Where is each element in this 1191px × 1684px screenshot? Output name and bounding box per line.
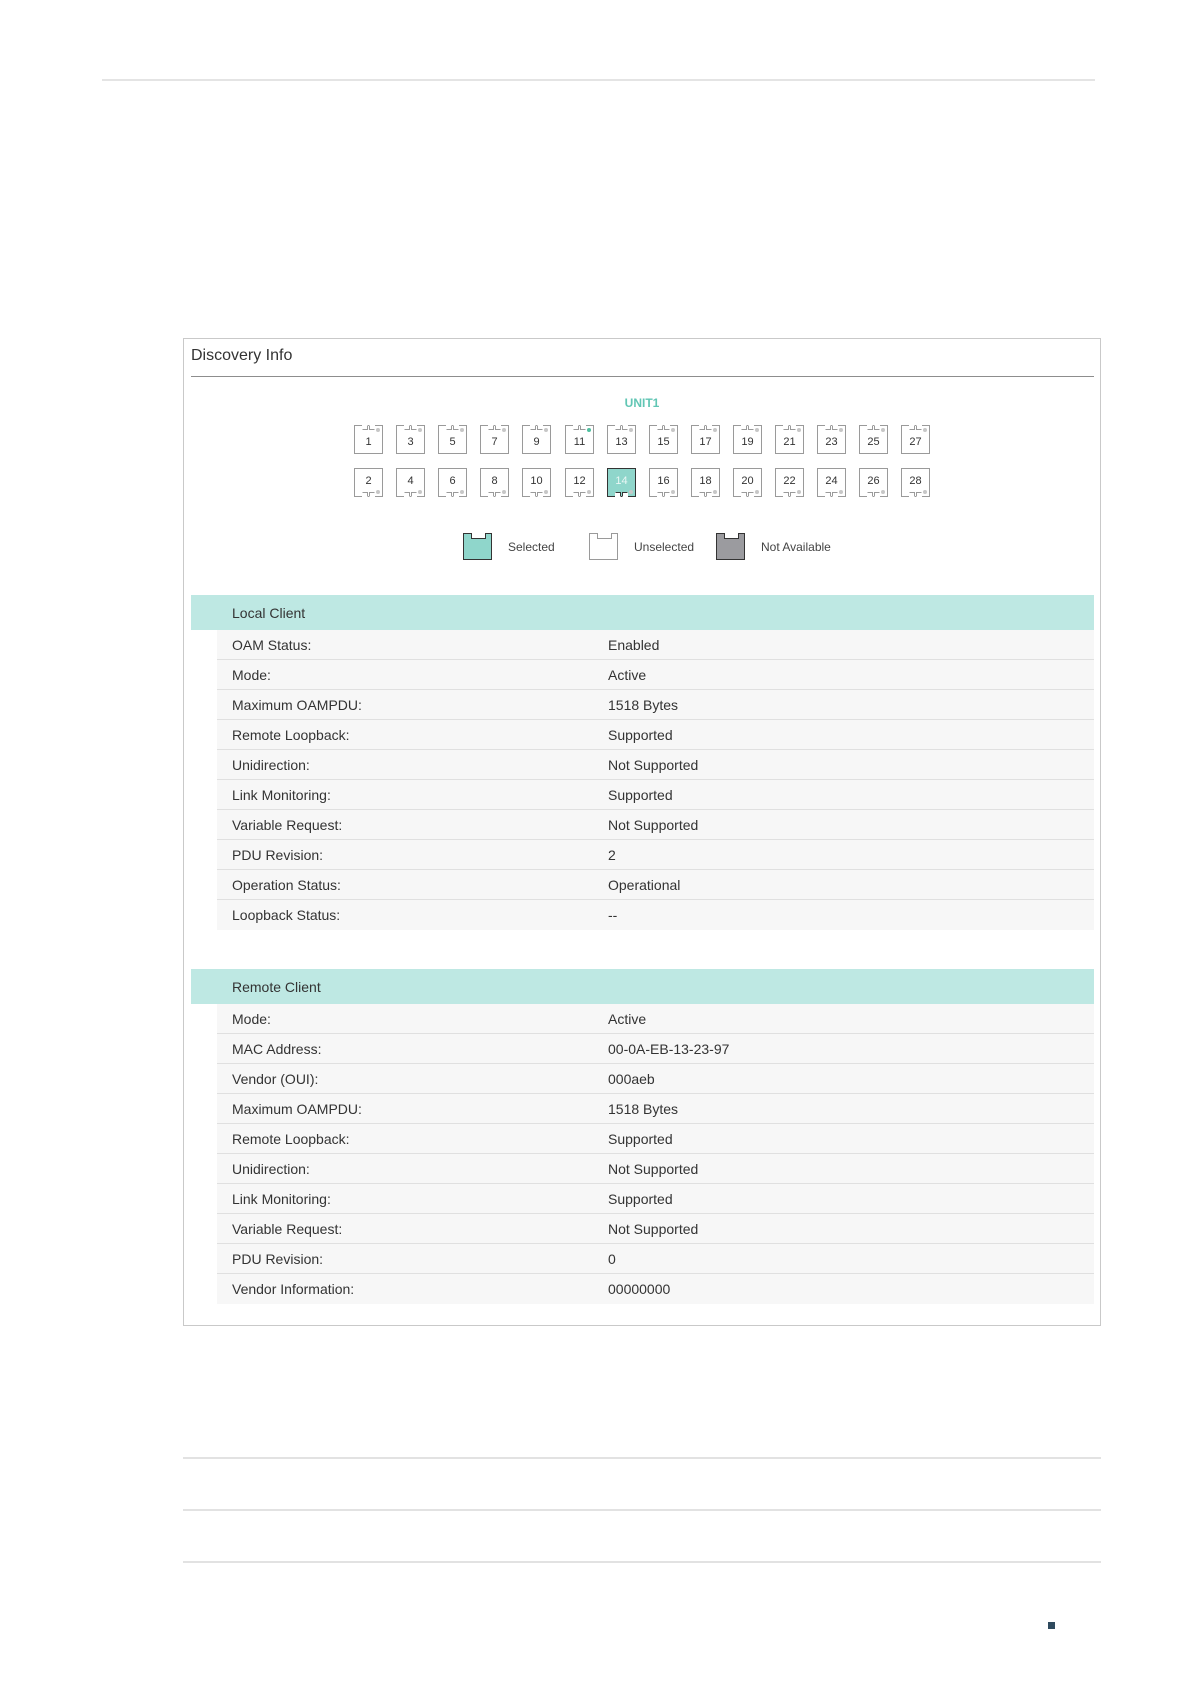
row-value: Enabled	[608, 637, 660, 653]
remote-client-section	[191, 969, 1094, 1304]
port-number: 26	[867, 475, 880, 487]
row-value: Active	[608, 667, 647, 683]
row-value: Not Supported	[608, 817, 699, 833]
port-number: 11	[573, 436, 586, 448]
table-row	[217, 630, 1094, 660]
port-number: 17	[699, 436, 712, 448]
port-12[interactable]	[565, 468, 594, 497]
row-value: 00-0A-EB-13-23-97	[608, 1041, 730, 1057]
port-number: 15	[657, 436, 670, 448]
port-13[interactable]	[607, 425, 636, 454]
port-number: 22	[783, 475, 796, 487]
port-21[interactable]	[775, 425, 804, 454]
remote-client-title: Remote Client	[232, 979, 321, 995]
table-row	[217, 1094, 1094, 1124]
table-row	[217, 1184, 1094, 1214]
row-label: Variable Request:	[232, 817, 343, 833]
divider	[183, 1457, 1101, 1459]
selected-port-icon	[463, 533, 492, 560]
table-row	[217, 780, 1094, 810]
port-number: 14	[615, 475, 628, 487]
port-status-led-icon	[376, 490, 380, 494]
port-number: 4	[407, 475, 414, 487]
port-11[interactable]	[565, 425, 594, 454]
row-label: Unidirection:	[232, 1161, 310, 1177]
port-17[interactable]	[691, 425, 720, 454]
port-number: 25	[867, 436, 880, 448]
table-row	[217, 1034, 1094, 1064]
port-number: 5	[449, 436, 456, 448]
port-status-led-icon	[418, 490, 422, 494]
row-value: Supported	[608, 727, 673, 743]
port-status-led-icon	[502, 490, 506, 494]
row-value: Not Supported	[608, 757, 699, 773]
local-client-header	[191, 595, 1094, 630]
port-status-led-icon	[797, 490, 801, 494]
table-row	[217, 1154, 1094, 1184]
port-28[interactable]	[901, 468, 930, 497]
port-status-led-icon	[671, 428, 675, 432]
row-label: Link Monitoring:	[232, 1191, 331, 1207]
port-10[interactable]	[522, 468, 551, 497]
table-row	[217, 1274, 1094, 1304]
port-number: 8	[491, 475, 498, 487]
local-client-title: Local Client	[232, 605, 306, 621]
port-2[interactable]	[354, 468, 383, 497]
row-value: Supported	[608, 787, 673, 803]
table-row	[217, 1004, 1094, 1034]
port-3[interactable]	[396, 425, 425, 454]
port-number: 9	[533, 436, 540, 448]
table-row	[217, 1124, 1094, 1154]
remote-client-header	[191, 969, 1094, 1004]
port-number: 7	[491, 436, 498, 448]
port-status-led-icon	[923, 490, 927, 494]
panel-title: Discovery Info	[191, 347, 293, 364]
port-number: 20	[741, 475, 754, 487]
row-value: Supported	[608, 1191, 673, 1207]
port-legend	[184, 531, 1100, 565]
row-label: Operation Status:	[232, 877, 341, 893]
port-status-led-icon	[881, 490, 885, 494]
port-5[interactable]	[438, 425, 467, 454]
port-status-led-icon	[923, 428, 927, 432]
port-number: 3	[407, 436, 414, 448]
port-25[interactable]	[859, 425, 888, 454]
row-value: 0	[608, 1251, 616, 1267]
table-row	[217, 1244, 1094, 1274]
row-label: Vendor (OUI):	[232, 1071, 319, 1087]
port-15[interactable]	[649, 425, 678, 454]
row-label: Maximum OAMPDU:	[232, 697, 362, 713]
row-label: Maximum OAMPDU:	[232, 1101, 362, 1117]
row-value: 1518 Bytes	[608, 1101, 679, 1117]
panel-title-divider	[191, 376, 1094, 377]
table-row	[217, 1064, 1094, 1094]
port-status-led-icon	[671, 490, 675, 494]
port-status-led-icon	[797, 428, 801, 432]
row-value: 00000000	[608, 1281, 671, 1297]
port-status-led-icon	[587, 428, 591, 432]
table-row	[217, 900, 1094, 930]
legend-unselected-label: Unselected	[634, 540, 695, 554]
local-client-table	[191, 630, 1094, 930]
table-row	[217, 1214, 1094, 1244]
row-label: Remote Loopback:	[232, 1131, 350, 1147]
header-rule	[102, 79, 1095, 81]
row-label: Remote Loopback:	[232, 727, 350, 743]
port-status-led-icon	[755, 490, 759, 494]
row-value: Not Supported	[608, 1221, 699, 1237]
port-number: 13	[615, 436, 628, 448]
port-number: 21	[783, 436, 796, 448]
row-label: Mode:	[232, 667, 271, 683]
port-status-led-icon	[839, 428, 843, 432]
row-label: Loopback Status:	[232, 907, 341, 923]
port-16[interactable]	[649, 468, 678, 497]
legend-not-available-label: Not Available	[761, 540, 831, 554]
port-6[interactable]	[438, 468, 467, 497]
row-label: Mode:	[232, 1011, 271, 1027]
divider	[183, 1509, 1101, 1511]
port-number: 27	[909, 436, 922, 448]
row-value: 1518 Bytes	[608, 697, 679, 713]
port-27[interactable]	[901, 425, 930, 454]
port-number: 23	[825, 436, 838, 448]
row-label: Vendor Information:	[232, 1281, 355, 1297]
port-status-led-icon	[881, 428, 885, 432]
row-value: Active	[608, 1011, 647, 1027]
table-row	[217, 870, 1094, 900]
not-available-port-icon	[716, 533, 745, 560]
port-number: 10	[530, 475, 543, 487]
remote-client-table	[191, 1004, 1094, 1304]
port-14[interactable]	[607, 468, 636, 497]
port-number: 18	[699, 475, 712, 487]
port-22[interactable]	[775, 468, 804, 497]
row-value: Not Supported	[608, 1161, 699, 1177]
port-number: 28	[909, 475, 922, 487]
row-label: PDU Revision:	[232, 1251, 324, 1267]
unit-label: UNIT1	[624, 396, 660, 410]
port-26[interactable]	[859, 468, 888, 497]
port-status-led-icon	[418, 428, 422, 432]
row-value: Operational	[608, 877, 681, 893]
port-status-led-icon	[713, 490, 717, 494]
page-marker-icon	[1048, 1622, 1055, 1629]
port-8[interactable]	[480, 468, 509, 497]
port-19[interactable]	[733, 425, 762, 454]
port-status-led-icon	[460, 428, 464, 432]
port-number: 19	[741, 436, 754, 448]
row-value: Supported	[608, 1131, 673, 1147]
legend-selected-label: Selected	[508, 540, 555, 554]
port-18[interactable]	[691, 468, 720, 497]
port-number: 1	[365, 436, 372, 448]
row-value: 2	[608, 847, 616, 863]
port-status-led-icon	[460, 490, 464, 494]
row-label: Variable Request:	[232, 1221, 343, 1237]
unselected-port-icon	[589, 533, 618, 560]
port-status-led-icon	[376, 428, 380, 432]
row-label: OAM Status:	[232, 637, 312, 653]
row-label: MAC Address:	[232, 1041, 322, 1057]
port-status-led-icon	[544, 428, 548, 432]
table-row	[217, 840, 1094, 870]
port-status-led-icon	[587, 490, 591, 494]
port-status-led-icon	[629, 490, 633, 494]
table-row	[217, 660, 1094, 690]
port-status-led-icon	[839, 490, 843, 494]
port-number: 24	[825, 475, 838, 487]
row-value: --	[608, 907, 618, 923]
port-4[interactable]	[396, 468, 425, 497]
port-number: 12	[573, 475, 586, 487]
port-23[interactable]	[817, 425, 846, 454]
port-7[interactable]	[480, 425, 509, 454]
port-1[interactable]	[354, 425, 383, 454]
port-status-led-icon	[629, 428, 633, 432]
discovery-info-panel	[183, 338, 1101, 1326]
port-status-led-icon	[713, 428, 717, 432]
port-20[interactable]	[733, 468, 762, 497]
port-number: 2	[365, 475, 372, 487]
port-status-led-icon	[544, 490, 548, 494]
local-client-section	[191, 595, 1094, 930]
row-label: PDU Revision:	[232, 847, 324, 863]
table-row	[217, 750, 1094, 780]
divider	[183, 1561, 1101, 1563]
port-24[interactable]	[817, 468, 846, 497]
table-row	[217, 810, 1094, 840]
port-9[interactable]	[522, 425, 551, 454]
row-label: Unidirection:	[232, 757, 310, 773]
table-row	[217, 690, 1094, 720]
port-status-led-icon	[502, 428, 506, 432]
row-label: Link Monitoring:	[232, 787, 331, 803]
row-value: 000aeb	[608, 1071, 655, 1087]
port-number: 16	[657, 475, 670, 487]
port-number: 6	[449, 475, 456, 487]
port-status-led-icon	[755, 428, 759, 432]
table-row	[217, 720, 1094, 750]
